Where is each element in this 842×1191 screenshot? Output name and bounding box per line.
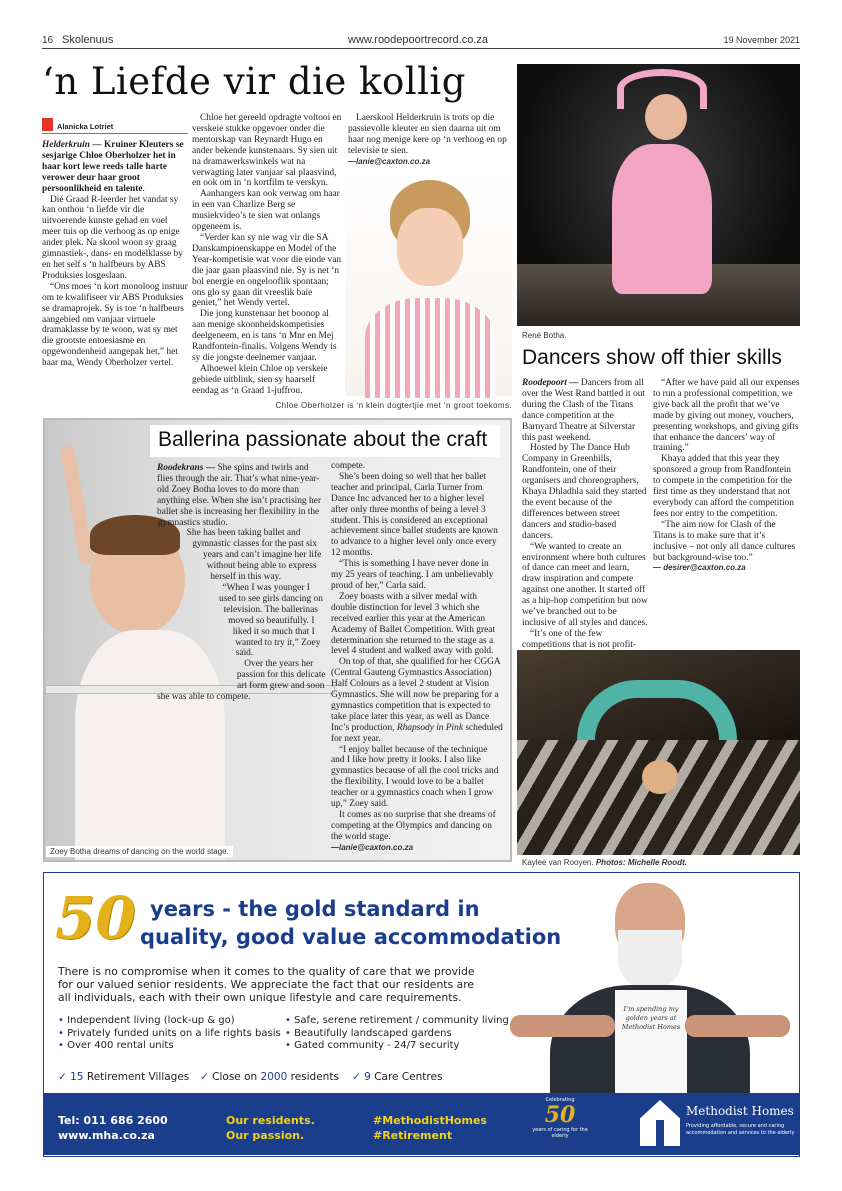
signoff: — desirer@caxton.co.za	[653, 563, 746, 573]
paragraph: Chloe het gereeld opdragte voltooi en verskeie stukke opgevoer onder die mentorskap van Reynardt Hugo en ander bekende kunstenaars. Sy sien uit na dramawerkswinkels wat na verwagting later vanjaar sal plaasvind, en ook om in ‘n kortfilm te verskyn.	[192, 113, 342, 189]
ad-bullet: • Independent living (lock-up & go)	[58, 1015, 235, 1026]
dateline: Helderkruin —	[42, 140, 102, 150]
byline-marker	[42, 118, 53, 131]
ad-hashtags: #MethodistHomes #Retirement	[373, 1114, 487, 1142]
check-icon: ✓	[352, 1071, 361, 1083]
cross-icon	[656, 1120, 664, 1146]
issue-date: 19 November 2021	[723, 35, 800, 45]
ad-bullet: • Gated community - 24/7 security	[285, 1040, 460, 1051]
ad-contact	[58, 1113, 168, 1143]
article1-col1: Helderkruin — Kruiner Kleuters se sesjarige Chloe Oberholzer het in haar kort lewe reeds talle harte verower deur haar groot persoonlikheid en talente. Dié Graad R-leerder het vandat sy kan onthou ‘n liefde vir die uitvoerende kunste gehad en voel meer tuis op die verhoog as op enige ander plek. Na skool woon sy graag gimnastiek-, dans- en modelklasse by en het self s ‘n halfbeurs by ABS Produksies losgeslaan. “Ons moes ‘n kort monoloog instuur om te kwalifiseer vir ABS Produksies se dramaprojek. Sy is toe ‘n halfbeurs aangebied om vanjaar virtuele dramaklasse by te woon, wat sy met die grootste entoesiasme en opgewondenheid aangepak het,” het haar ma, Wendy Oberholzer vertel.	[42, 140, 188, 369]
article3-headline: Ballerina passionate about the craft	[158, 428, 488, 451]
signoff: —lanie@caxton.co.za	[331, 842, 414, 852]
dateline: Roodepoort —	[522, 378, 579, 388]
stat-care: ✓ 9 Care Centres	[352, 1071, 443, 1083]
dateline: Roodekrans —	[157, 463, 216, 473]
paragraph: She’s been doing so well that her ballet teacher and principal, Carla Turner from Dance Inc advanced her to a higher level after only three months of being a level 3 student. This is considered an exceptional achievement since ballet students are known to advance to a higher level only once every 12 months.	[331, 471, 498, 559]
paragraph: Laerskool Helderkruin is trots op die passievolle kleuter en sien daarna uit om haar nog menige kere op ‘n verhoog en op televisie te sien.	[348, 113, 507, 156]
paragraph: “Ons moes ‘n kort monoloog instuur om te kwalifiseer vir ABS Produksies se dramaprojek. Sy is toe ‘n halfbeurs aangebied om vanjaar virtuele dramaklasse by te woon, wat sy met die grootste entoesiasme en opgewondenheid aangepak het,” het haar ma, Wendy Oberholzer vertel.	[42, 281, 188, 369]
header-rule	[42, 48, 800, 49]
ad-title-1: years - the gold standard in	[150, 897, 480, 921]
article2-col2	[653, 378, 800, 574]
paragraph: “It’s one of the few competitions that is not profit-	[522, 628, 637, 650]
paragraph: Die jong kunstenaar het boonop al aan menige skoonheidskompetisies deelgeneem, en is tans ‘n Mnr en Mej Randfontein-finalis. Volgens Wendy is sy die jongste deelnemer vanjaar.	[192, 309, 337, 363]
paragraph: Dié Graad R-leerder het vandat sy kan onthou ‘n liefde vir die uitvoerende kunste gehad en voel meer tuis op die verhoog as op enige ander plek. Na skool woon sy graag gimnastiek-, dans- en modelklasse by en het self s ‘n halfbeurs by ABS Produksies losgeslaan.	[42, 194, 183, 281]
stat-villages: ✓ 15 Retirement Villages	[58, 1071, 190, 1083]
paragraph: Khaya added that this year they sponsored a group from Randfontein to compete in the competition for the first time as they understand that not everybody can afford the competition fees nor entry to the competition.	[653, 454, 794, 519]
paragraph: “The aim now for Clash of the Titans is to make sure that it’s inclusive – not only all dance cultures but background-wise too.”	[653, 519, 796, 563]
lead: Kruiner Kleuters se sesjarige Chloe Oberholzer het in haar kort lewe reeds talle harte verower deur haar groot persoonlikheid en talente	[42, 140, 184, 194]
article1-col3	[348, 113, 512, 168]
caption-zoey: Zoey Botha dreams of dancing on the world stage.	[46, 846, 233, 857]
byline: Alanicka Lotriet	[57, 122, 114, 131]
brand-name: Methodist Homes	[686, 1104, 794, 1118]
check-icon: ✓	[200, 1071, 209, 1083]
paragraph: It comes as no surprise that she dreams of competing at the Olympics and dancing on the world stage.	[331, 810, 496, 842]
photo-kaylee	[517, 650, 800, 855]
ad-bullets-right	[285, 1015, 509, 1053]
ad-slogan: Our residents. Our passion.	[226, 1114, 315, 1142]
ad-intro: There is no compromise when it comes to the quality of care that we provide for our valued senior residents. We appreciate the fact that our residents are all individuals, each with their own unique lifestyle and care requirements.	[58, 965, 475, 1004]
paragraph: “When I was younger I used to see girls dancing on television. The ballerinas moved so beautifully. I liked it so much that I wanted to try it,” Zoey said.	[219, 582, 323, 659]
caption-text: Kaylee van Rooyen.	[522, 858, 594, 867]
paragraph: “After we have paid all our expenses to run a professional competition, we give back all the profit that we’ve made by giving out money, vouchers, presenting workshops, and giving gifts that enhance the dancers’ way of training.”	[653, 378, 800, 454]
paragraph: Alhoewel klein Chloe op verskeie gebiede uitblink, sien sy haarself eendag as ‘n Graad 1-juffrou.	[192, 363, 328, 396]
paragraph: “We wanted to create an environment where both cultures of dance can meet and learn, draw inspiration and compete against one another. It started off as a hip-hop competition but now we’ve branched out to be inclusive of all styles and dances.	[522, 541, 648, 628]
photo-credit: Photos: Michelle Roodt.	[595, 858, 687, 867]
caption-rene: René Botha.	[522, 331, 567, 340]
ad-bullet: • Safe, serene retirement / community living	[285, 1015, 509, 1026]
logo-50: 50	[55, 884, 136, 952]
ad-website[interactable]: www.mha.co.za	[58, 1129, 155, 1142]
caption-kaylee	[522, 858, 687, 867]
ad-title-2: quality, good value accommodation	[140, 925, 562, 949]
article2-col1	[522, 378, 648, 650]
ad-bullet: • Beautifully landscaped gardens	[285, 1027, 452, 1039]
paragraph: Over the years her passion for this delicate art form grew and soon she was able to compete.	[157, 659, 326, 703]
production-title: Rhapsody in Pink	[396, 722, 464, 733]
paragraph: Aanhangers kan ook verwag om haar in een van Charlize Berg se musiekvideo’s te sien wat onlangs opgeneem is.	[192, 189, 340, 233]
section-name: Skolenuus	[62, 34, 114, 46]
paragraph: “Verder kan sy nie wag vir die SA Danskampioenskappe en Model of the Year-kompetisie wat voor die einde van die jaar gaan plaasvind nie. Sy is net ‘n bol energie en ongelooflik spontaan; ons glo sy gaan dit vreeslik baie geniet,” het Wendy vertel.	[192, 232, 342, 309]
stat-residents: ✓ Close on 2000 residents	[200, 1071, 339, 1083]
byline-rule	[42, 133, 188, 134]
paragraph: Dancers from all over the West Rand battled it out during the Clash of the Titans dance competition at the Barnyard Theatre at Silverstar this past weekend.	[522, 378, 646, 443]
photo-chloe	[345, 168, 512, 396]
celebrating-badge: Celebrating 50 years of caring for the elderly	[532, 1097, 588, 1139]
article2-headline: Dancers show off thier skills	[522, 346, 782, 369]
ad-bullets-left	[58, 1015, 281, 1053]
page-number: 16	[42, 35, 54, 46]
ad-phone[interactable]: Tel: 011 686 2600	[58, 1114, 168, 1127]
paragraph: “This is something I have never done in my 25 years of teaching. I am unbelievably proud of her,” Carla said.	[331, 559, 494, 591]
article3-col2: compete. She’s been doing so well that her ballet teacher and principal, Carla Turner from Dance Inc advanced her to a higher level after only three months of being a level 3 student. This is considered an exceptional achievement since ballet students are known to advance to a higher level only once every 12 months. “This is something I have never done in my 25 years of teaching. I am unbelievably proud of her,” Carla said. Zoey boasts with a silver medal with double distinction for level 3 which she received earlier this year at the American Academy of Ballet Competition. With great determination she returned to the stage as a level 4 student and walked away with gold. On top of that, she qualified for her CGGA (Central Gauteng Gymnastics Association) Half Colours as a level 2 student at Vision Gymnastics. She will now be preparing for a gymnastics competition that is expected to take place later this year, as well as Dance Inc’s production, Rhapsody in Pink scheduled for next year. “I enjoy ballet because of the technique and I like how pretty it looks. I also like gymnastics because of all the cool tricks and the flexibility. I would love to be a ballet teacher or a gymnastics coach when I grow up,” Zoey said. It comes as no surprise that she dreams of competing at the Olympics and dancing on the world stage. —lanie@caxton.co.za	[331, 461, 503, 852]
site-url[interactable]: www.roodepoortrecord.co.za	[348, 34, 489, 46]
article1-col2	[192, 113, 342, 396]
article-headline: ‘n Liefde vir die kollig	[42, 60, 466, 103]
paragraph: scheduled for next year.	[331, 722, 503, 744]
signoff: —lanie@caxton.co.za	[348, 156, 431, 166]
ad-bullet: • Over 400 rental units	[58, 1040, 174, 1051]
paragraph: On top of that, she qualified for her CGGA (Central Gauteng Gymnastics Association) Half Colours as a level 2 student at Vision Gymnastics. She will now be preparing for a gymnastics competition that is expected to take place later this year, as well as Dance Inc’s production,	[331, 657, 501, 733]
shirt-text: I’m spending my golden years at Methodist Homes	[621, 1005, 681, 1031]
paragraph: She has been taking ballet and gymnastic classes for the past six years and can’t imagine her life without being able to express herself in this way.	[186, 528, 322, 583]
paragraph: She spins and twirls and flies through the air. That’s what nine-year-old Zoey Botha loves to do more than anything else. When she isn’t practising her ballet she is increasing her flexibility in the gymnastics studio.	[157, 463, 321, 528]
paragraph: Zoey boasts with a silver medal with double distinction for level 3 which she received earlier this year at the American Academy of Ballet Competition. With great determination she returned to the stage as a level 4 student and walked away with gold.	[331, 591, 495, 657]
article3-col1	[157, 463, 327, 703]
paragraph: Hosted by The Dance Hub Company in Greenhills, Randfontein, one of their organisers and choreographers, Khaya Dhladhla said they started the event because of the differences between street dancers and studio-based dancers.	[522, 443, 647, 541]
check-icon: ✓	[58, 1071, 67, 1083]
brand-tagline: Providing affordable, secure and caring accommodation and services to the elderly	[686, 1123, 795, 1136]
photo-rene	[517, 64, 800, 326]
ad-bullet: • Privately funded units on a life rights basis	[58, 1027, 281, 1039]
caption-chloe: Chloe Oberholzer is ‘n klein dogtertjie met ‘n groot toekoms.	[275, 401, 512, 410]
paragraph: “I enjoy ballet because of the technique and I like how pretty it looks. I also like gymnastics because of all the cool tricks and the flexibility. I would love to be a ballet teacher or a gymnastics coach when I grow up,” Zoey said.	[331, 744, 499, 810]
